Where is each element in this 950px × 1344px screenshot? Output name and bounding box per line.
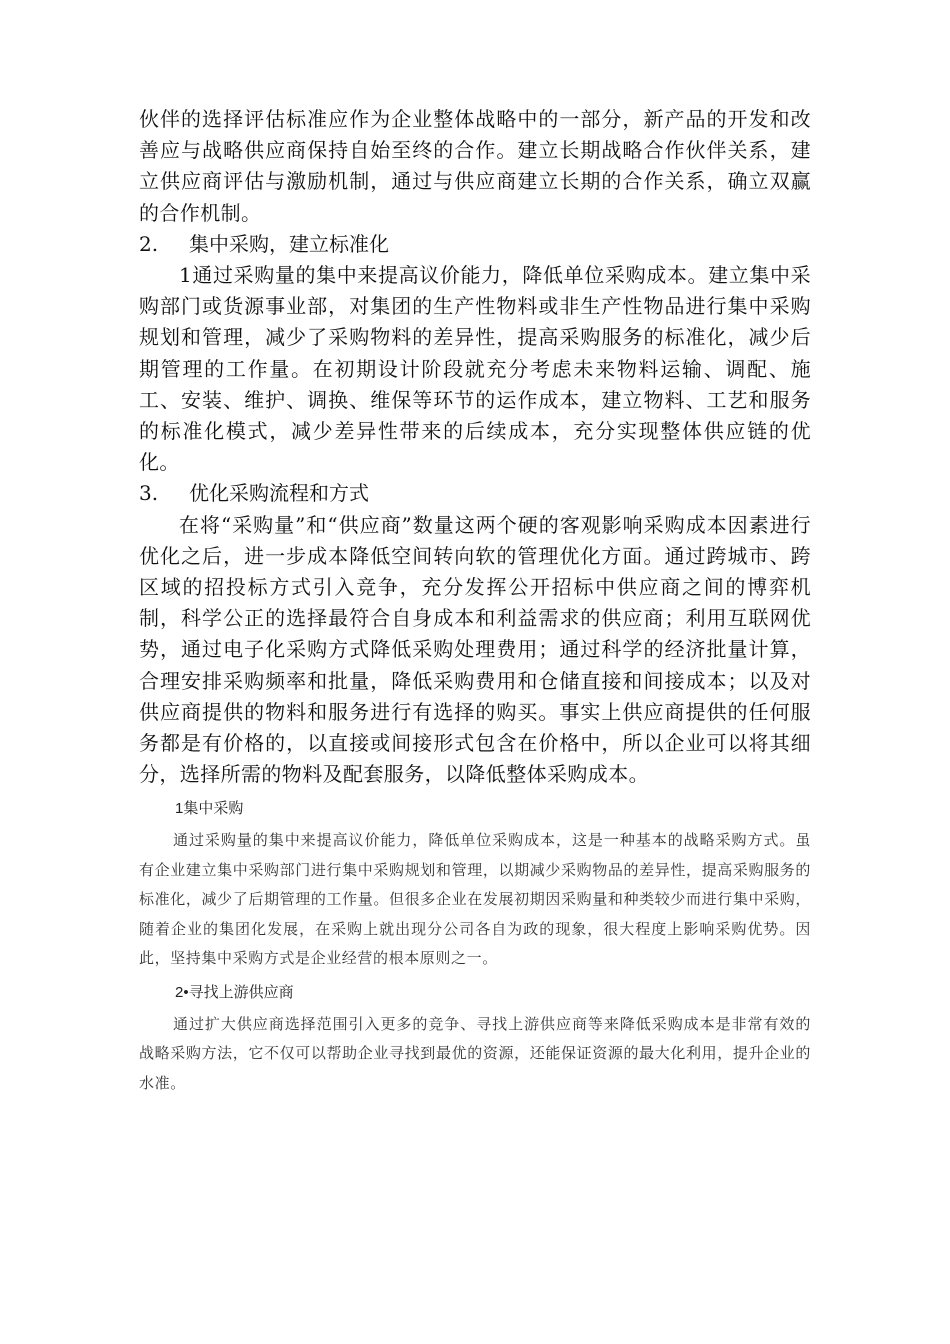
paragraph-upstream-detail: 通过扩大供应商选择范围引入更多的竞争、寻找上游供应商等来降低采购成本是非常有效的战略采购方法，它不仅可以帮助企业寻找到最优的资源，还能保证资源的最大化利用，提升企业的水准。 [139,1014,811,1092]
section-number: 3. [139,481,159,506]
section-heading-2 [139,229,811,260]
subheading-upstream-suppliers: 2•寻找上游供应商 [175,983,294,1001]
document-body [139,104,811,1098]
paragraph-centralized-purchasing: 1通过采购量的集中来提高议价能力，降低单位采购成本。建立集中采购部门或货源事业部，对集团的生产性物料或非生产性物品进行集中采购规划和管理，减少了采购物料的差异性，提高采购服务的标准化，减少后期管理的工作量。在初期设计阶段就充分考虑未来物料运输、调配、施工、安装、维护、调换、维保等环节的运作成本，建立物料、工艺和服务的标准化模式，减少差异性带来的后续成本，充分实现整体供应链的优化。 [139,263,811,475]
subheading-centralized-purchasing: 1集中采购 [175,800,244,818]
paragraph-centralized-detail: 通过采购量的集中来提高议价能力，降低单位采购成本，这是一种基本的战略采购方式。虽有企业建立集中采购部门进行集中采购规划和管理，以期减少采购物品的差异性，提高采购服务的标准化，减少了后期管理的工作量。但很多企业在发展初期因采购量和种类较少而进行集中采购，随着企业的集团化发展，在采购上就出现分公司各自为政的现象，很大程度上影响采购优势。因此，坚持集中采购方式是企业经营的根本原则之一。 [139,831,811,968]
paragraph-optimize-process: 在将“采购量”和“供应商”数量这两个硬的客观影响采购成本因素进行优化之后，进一步成本降低空间转向软的管理优化方面。通过跨城市、跨区域的招投标方式引入竞争，充分发挥公开招标中供应商之间的博弈机制，科学公正的选择最符合自身成本和利益需求的供应商；利用互联网优势，通过电子化采购方式降低采购处理费用；通过科学的经济批量计算，合理安排采购频率和批量，降低采购费用和仓储直接和间接成本；以及对供应商提供的物料和服务进行有选择的购买。事实上供应商提供的任何服务都是有价格的，以直接或间接形式包含在价格中，所以企业可以将其细分，选择所需的物料及配套服务，以降低整体采购成本。 [139,512,811,787]
section-heading-3 [139,478,811,509]
paragraph-strategic-partners: 伙伴的选择评估标准应作为企业整体战略中的一部分，新产品的开发和改善应与战略供应商保持自始至终的合作。建立长期战略合作伙伴关系，建立供应商评估与激励机制，通过与供应商建立长期的合作关系，确立双赢的合作机制。 [139,107,811,225]
section-title: 集中采购，建立标准化 [189,231,389,256]
section-title: 优化采购流程和方式 [189,481,369,506]
section-number: 2. [139,231,159,256]
